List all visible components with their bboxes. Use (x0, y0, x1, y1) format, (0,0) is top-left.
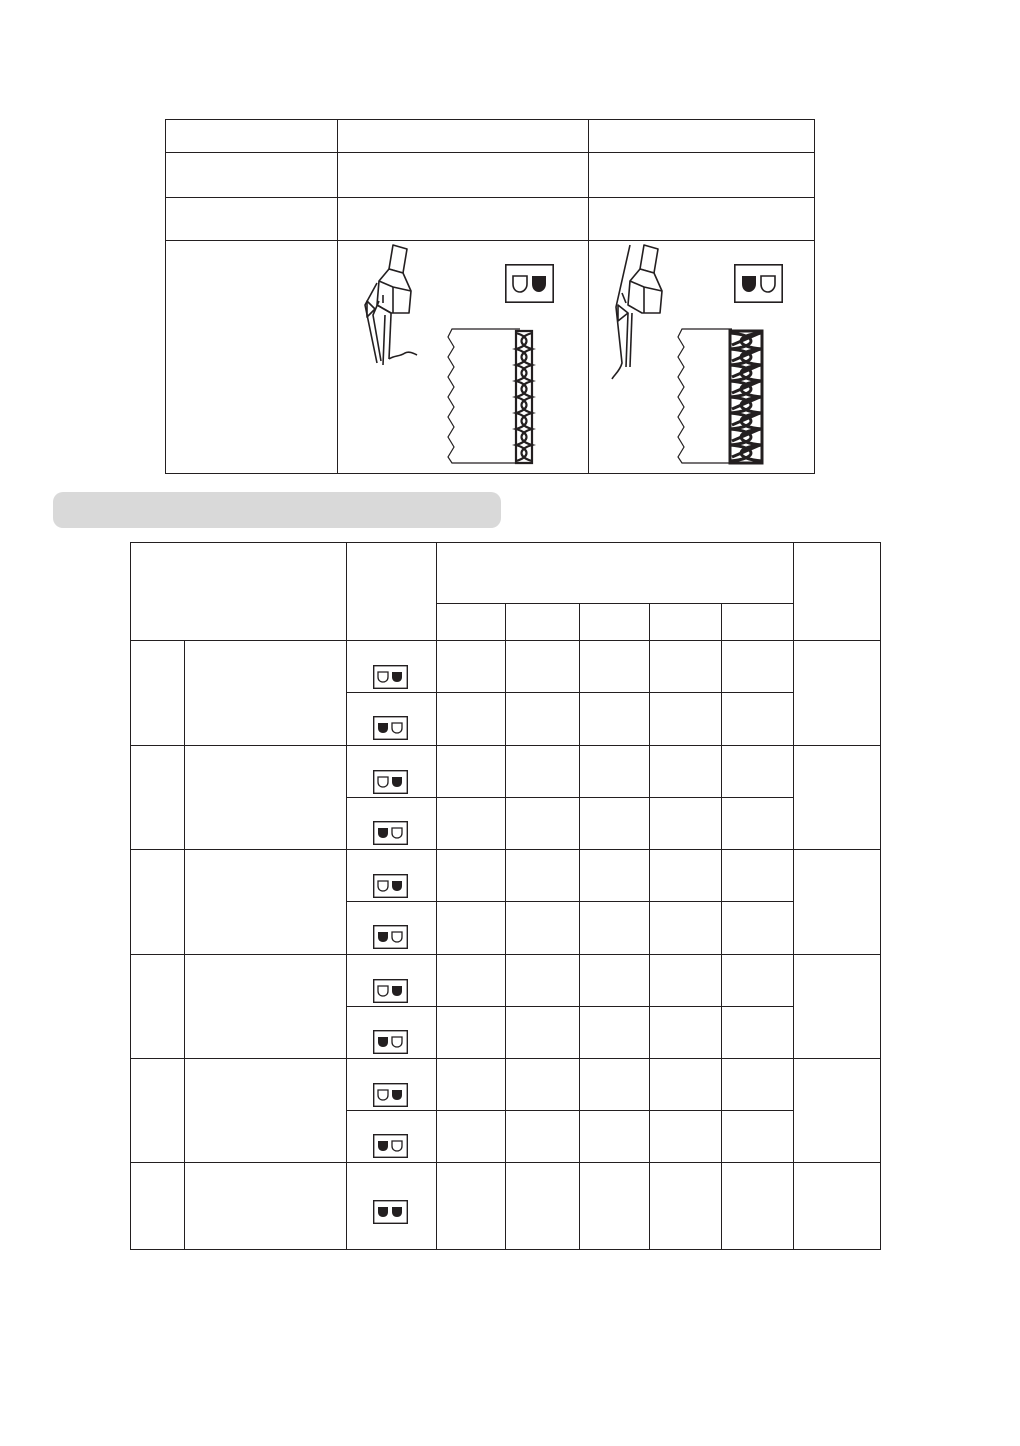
left-needle-icon (734, 264, 783, 303)
right-needle-icon (373, 770, 408, 794)
presser-foot-illustration-left-needle (606, 243, 676, 383)
wide-overlock-stitch (670, 327, 770, 467)
right-needle-icon (373, 979, 408, 1003)
left-needle-icon (373, 821, 408, 845)
left-needle-icon (373, 1134, 408, 1158)
both-needles-icon (373, 1200, 408, 1224)
right-needle-icon (505, 264, 554, 303)
left-needle-icon (373, 925, 408, 949)
section-banner (53, 492, 501, 528)
right-needle-icon (373, 665, 408, 689)
right-needle-icon (373, 1083, 408, 1107)
left-needle-icon (373, 1030, 408, 1054)
narrow-overlock-stitch (440, 327, 540, 467)
presser-foot-illustration-right-needle (355, 243, 425, 373)
left-needle-icon (373, 716, 408, 740)
right-needle-icon (373, 874, 408, 898)
